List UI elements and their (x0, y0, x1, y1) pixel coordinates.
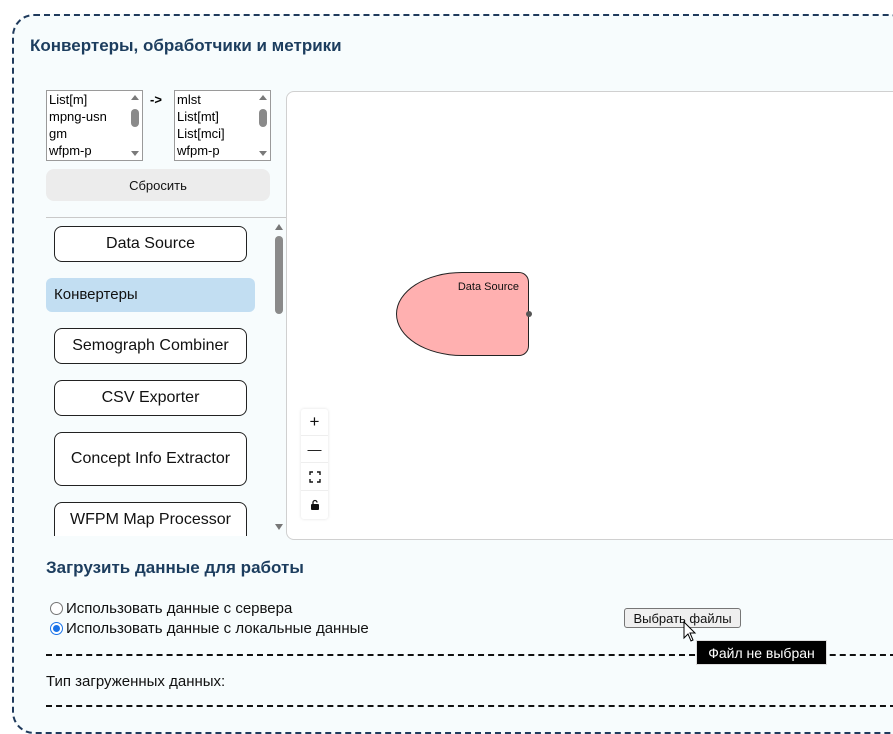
to-type-listbox[interactable] (174, 90, 271, 161)
palette-category-converters[interactable]: Конвертеры (46, 278, 255, 312)
graph-node-label: Data Source (457, 281, 519, 293)
fit-view-icon (309, 471, 321, 483)
scroll-down-icon[interactable] (131, 151, 139, 156)
from-type-listbox[interactable] (46, 90, 143, 161)
loaded-data-type-label: Тип загруженных данных: (46, 673, 226, 690)
upload-section-title: Загрузить данные для работы (46, 558, 304, 577)
scroll-up-icon[interactable] (275, 224, 283, 230)
local-data-radio[interactable] (50, 622, 63, 635)
zoom-out-icon: — (307, 441, 322, 457)
canvas-controls (301, 409, 328, 519)
zoom-in-icon: + (309, 412, 320, 431)
from-option[interactable]: mpng-usn (49, 109, 107, 124)
palette-data-source[interactable]: Data Source (54, 226, 247, 262)
to-option[interactable]: List[mt] (177, 109, 219, 124)
lock-button[interactable] (301, 491, 328, 518)
scroll-thumb[interactable] (259, 109, 267, 127)
zoom-in-button[interactable] (301, 409, 328, 436)
fit-view-button[interactable] (301, 464, 328, 491)
to-listbox-scrollbar[interactable] (256, 91, 270, 160)
to-option[interactable]: mlst (177, 92, 201, 107)
scroll-down-icon[interactable] (259, 151, 267, 156)
local-data-option[interactable] (50, 620, 369, 637)
palette-wfpm-map-processor[interactable]: WFPM Map Processor (54, 502, 247, 536)
conversion-arrow: -> (150, 92, 162, 107)
panel-title: Конвертеры, обработчики и метрики (30, 36, 342, 55)
graph-node-data-source[interactable] (396, 272, 529, 356)
scroll-thumb[interactable] (131, 109, 139, 127)
mouse-cursor-icon (683, 621, 697, 643)
palette-semograph-combiner[interactable]: Semograph Combiner (54, 328, 247, 364)
from-listbox-scrollbar[interactable] (128, 91, 142, 160)
reset-button[interactable]: Сбросить (46, 169, 270, 201)
scroll-thumb[interactable] (275, 236, 283, 314)
to-option[interactable]: List[mci] (177, 126, 225, 141)
palette-concept-info-extractor[interactable]: Concept Info Extractor (54, 432, 247, 486)
scroll-up-icon[interactable] (131, 95, 139, 100)
palette-scrollbar[interactable] (273, 218, 285, 536)
to-option[interactable]: wfpm-p (177, 143, 220, 158)
server-data-option[interactable] (50, 600, 292, 617)
scroll-down-icon[interactable] (275, 524, 283, 530)
node-palette (46, 218, 287, 536)
scroll-up-icon[interactable] (259, 95, 267, 100)
choose-files-button[interactable]: Выбрать файлы (624, 608, 741, 628)
section-divider (46, 705, 893, 707)
palette-csv-exporter[interactable]: CSV Exporter (54, 380, 247, 416)
file-tooltip: Файл не выбран (696, 640, 827, 665)
local-data-label: Использовать данные с локальные данные (66, 620, 369, 637)
flow-canvas[interactable] (286, 91, 893, 540)
zoom-out-button[interactable] (301, 436, 328, 463)
from-option[interactable]: List[m] (49, 92, 88, 107)
output-port[interactable] (526, 311, 532, 317)
lock-icon (310, 499, 320, 511)
server-data-radio[interactable] (50, 602, 63, 615)
from-option[interactable]: gm (49, 126, 68, 141)
from-option[interactable]: wfpm-p (49, 143, 92, 158)
server-data-label: Использовать данные с сервера (66, 600, 293, 617)
